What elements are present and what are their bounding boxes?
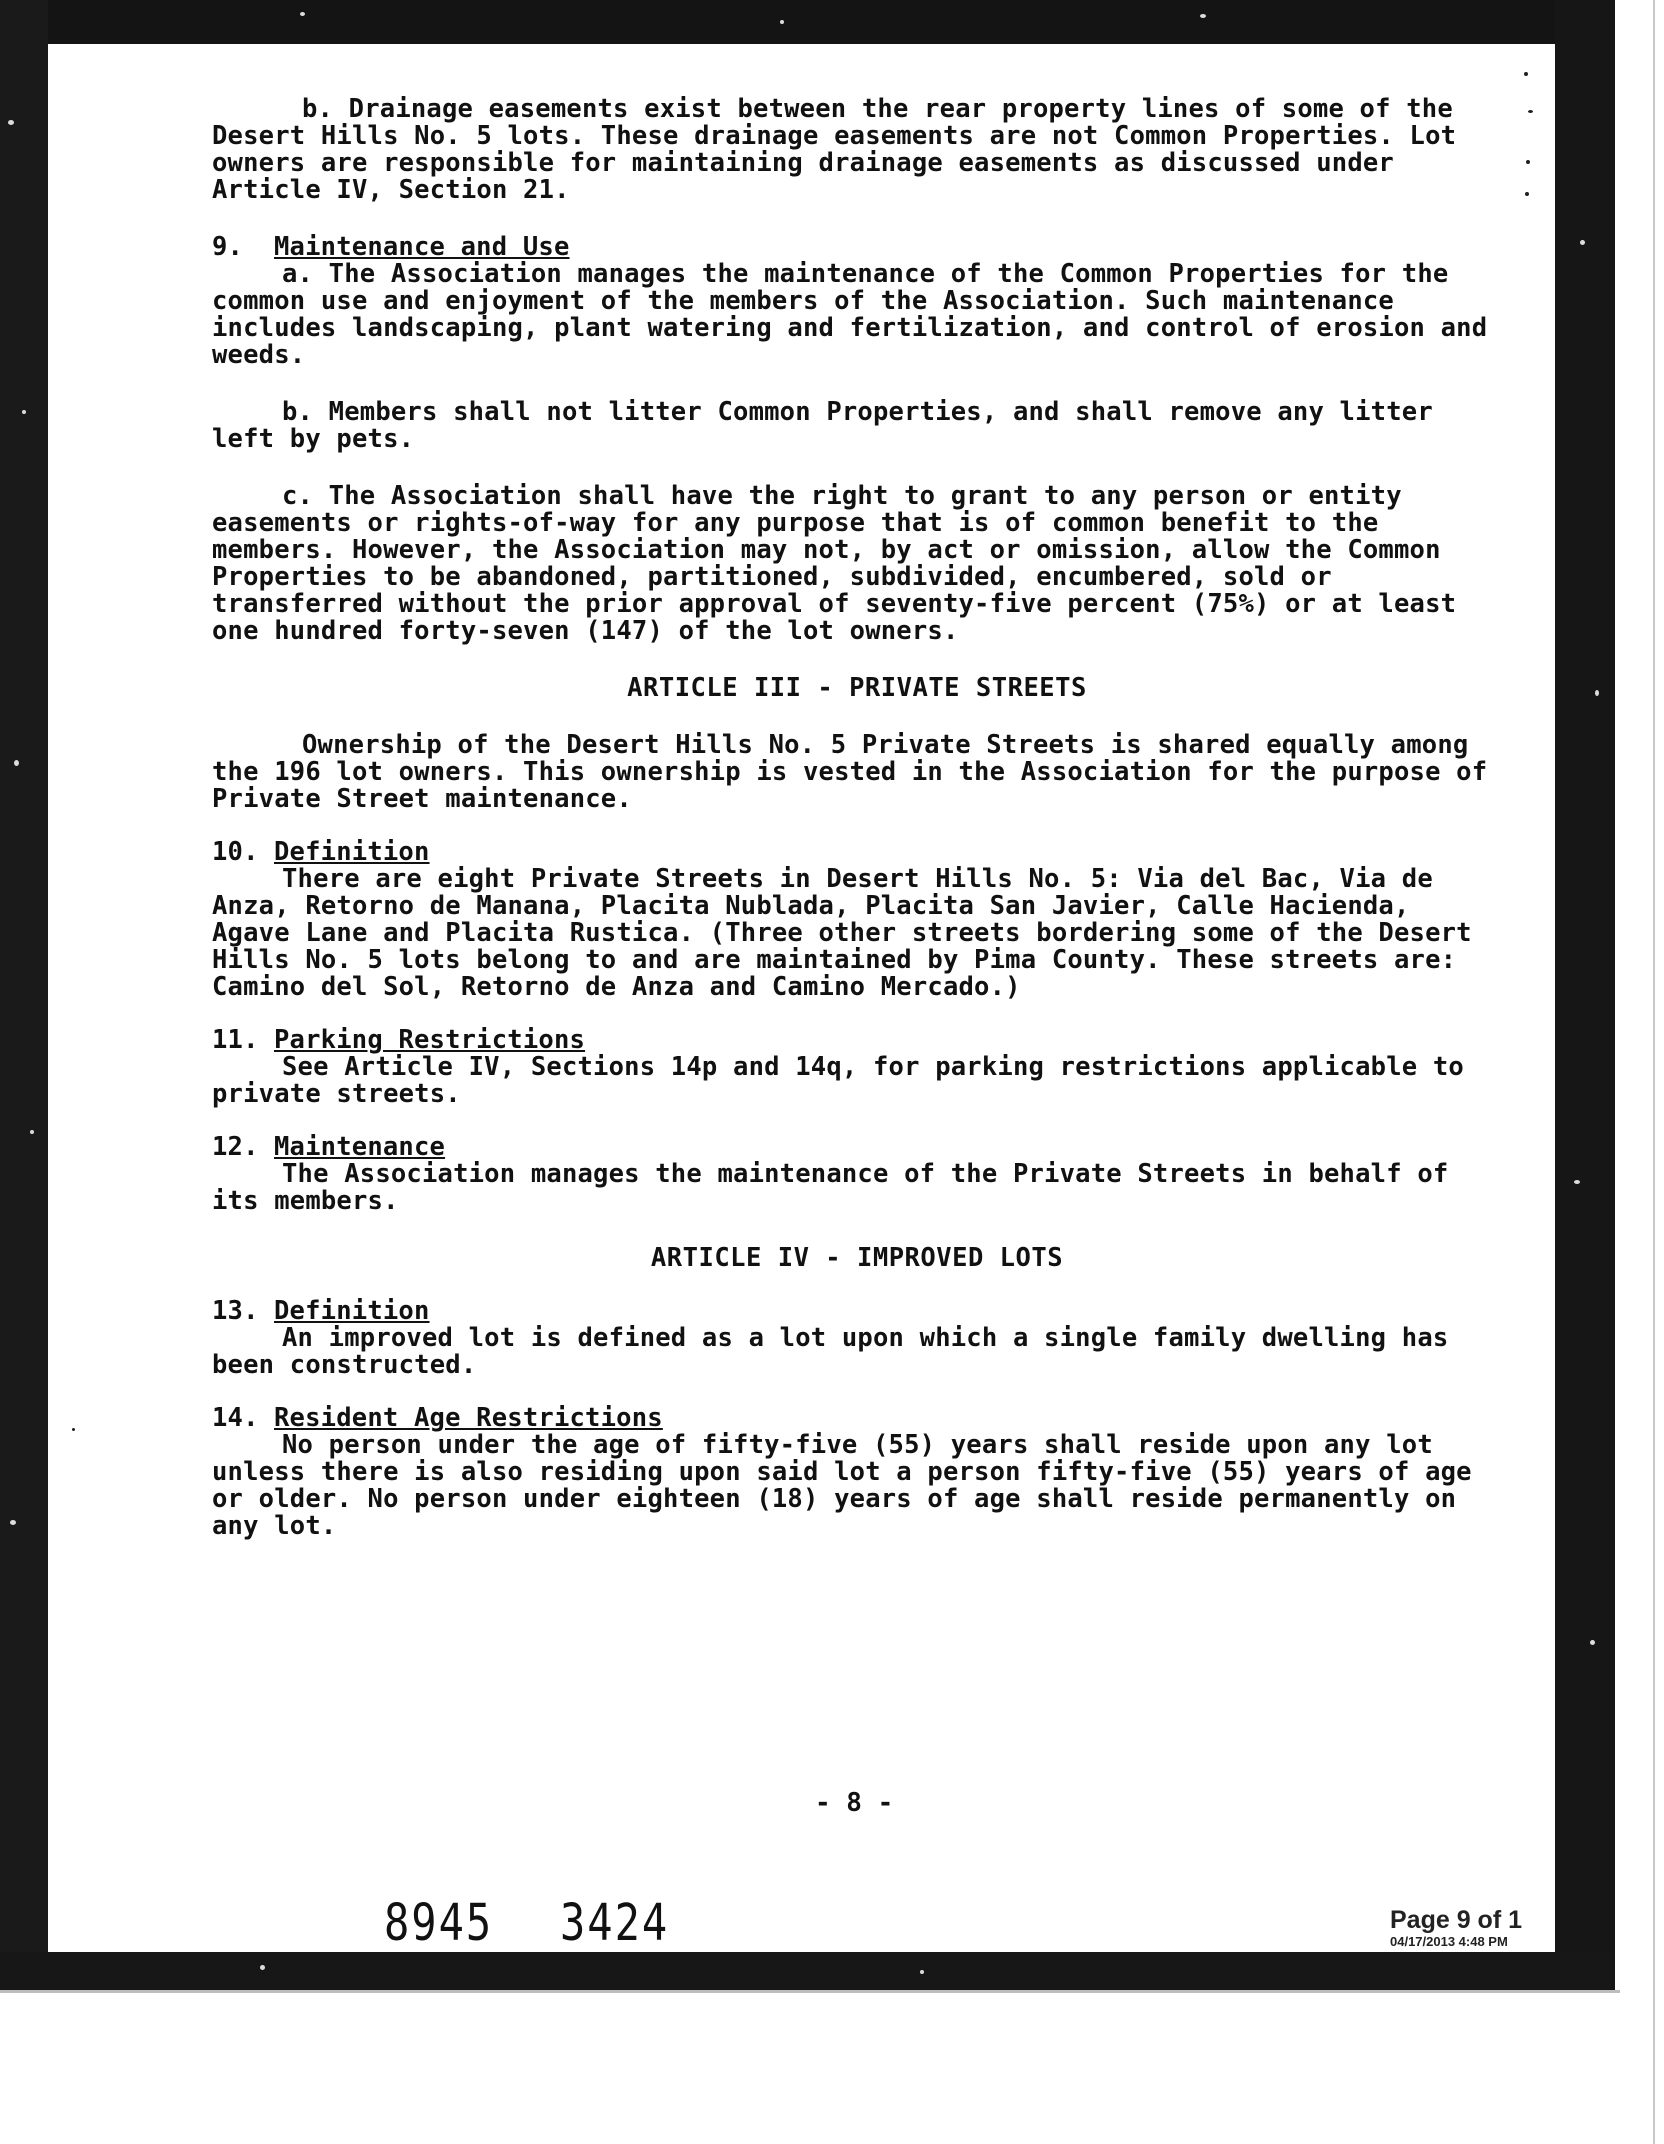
section-9-heading <box>212 234 1502 261</box>
scan-speck <box>1595 690 1599 696</box>
article-iv-title: ARTICLE IV - IMPROVED LOTS <box>650 1243 1064 1273</box>
section-13-heading <box>212 1298 1502 1325</box>
section-title: Maintenance <box>274 1132 446 1162</box>
viewer-page-indicator: Page 9 of 1 <box>1390 1906 1522 1934</box>
viewer-edge-rule <box>1653 0 1655 2144</box>
scan-speck <box>1525 192 1529 196</box>
section-10-heading <box>212 839 1502 866</box>
section-14-heading <box>212 1405 1502 1432</box>
paragraph-9b: b. Members shall not litter Common Properties, and shall remove any litter left by pets. <box>212 397 1433 454</box>
section-title: Resident Age Restrictions <box>274 1403 663 1433</box>
scan-speck <box>1580 240 1585 245</box>
paragraph-8b: b. Drainage easements exist between the rear property lines of some of the Desert Hills No. 5 lots. These drainage easements are not Common Properties. Lot owners are responsible for maintaining drainage easements as discussed under Article IV, Section 21. <box>212 94 1457 205</box>
article-iii-intro: Ownership of the Desert Hills No. 5 Private Streets is shared equally among the 196 lot owners. This ownership is vested in the Association for the purpose of Private Street maintenance. <box>212 730 1488 814</box>
section-title: Definition <box>274 837 430 867</box>
scan-border-bottom <box>0 1952 1612 1992</box>
section-number: 14. <box>212 1403 259 1433</box>
scan-speck <box>10 1520 16 1525</box>
section-title: Definition <box>274 1296 430 1326</box>
scan-speck <box>22 410 26 414</box>
section-title: Maintenance and Use <box>274 232 570 262</box>
paragraph-9a: a. The Association manages the maintenance of the Common Properties for the common use and enjoyment of the members of the Association. Such maintenance includes landscaping, plant watering and fertilization, and control of erosion and weeds. <box>212 259 1488 370</box>
document-body <box>212 96 1502 1540</box>
section-12-heading <box>212 1134 1502 1161</box>
scan-border-left <box>0 0 48 1990</box>
section-14-body: No person under the age of fifty-five (55) years shall reside upon any lot unless there is also residing upon said lot a person fifty-five (55) years of age or older. No person under eighteen (18) years of age shall reside permanently on any lot. <box>212 1430 1472 1541</box>
page-number: - 8 - <box>815 1788 894 1818</box>
section-number: 9. <box>212 232 244 262</box>
scan-speck <box>72 1428 75 1431</box>
scan-speck <box>1526 160 1530 164</box>
scan-speck <box>780 20 784 24</box>
section-number: 10. <box>212 837 259 867</box>
scan-border-top <box>0 0 1612 44</box>
scan-speck <box>300 12 305 16</box>
section-number: 13. <box>212 1296 259 1326</box>
section-11-body: See Article IV, Sections 14p and 14q, for parking restrictions applicable to private streets. <box>212 1052 1464 1109</box>
scan-border-right <box>1555 0 1615 1990</box>
section-number: 12. <box>212 1132 259 1162</box>
section-11-heading <box>212 1027 1502 1054</box>
section-number: 11. <box>212 1025 259 1055</box>
section-12-body: The Association manages the maintenance of the Private Streets in behalf of its members. <box>212 1159 1449 1216</box>
scan-speck <box>920 1970 924 1974</box>
scan-speck <box>260 1965 265 1970</box>
recording-book-number: 8945 <box>384 1893 494 1952</box>
section-13-body: An improved lot is defined as a lot upon which a single family dwelling has been constructed. <box>212 1323 1449 1380</box>
article-iii-title: ARTICLE III - PRIVATE STREETS <box>627 673 1087 703</box>
scan-speck <box>30 1130 34 1134</box>
recording-page-number: 3424 <box>560 1893 670 1952</box>
scan-speck <box>14 760 19 766</box>
viewer-timestamp: 04/17/2013 4:48 PM <box>1390 1934 1508 1949</box>
scan-speck <box>1574 1180 1580 1184</box>
section-title: Parking Restrictions <box>274 1025 586 1055</box>
viewer-bottom-rule <box>0 1990 1620 1993</box>
scan-speck <box>1200 14 1206 18</box>
section-10-body: There are eight Private Streets in Desert Hills No. 5: Via del Bac, Via de Anza, Retorno de Manana, Placita Nublada, Placita San Javier, Calle Hacienda, Agave Lane and Placita Rustica. (Three other streets bordering some of the Desert Hills No. 5 lots belong to and are maintained by Pima County. These streets are: Camino del Sol, Retorno de Anza and Camino Mercado.) <box>212 864 1472 1002</box>
scan-speck <box>1524 72 1528 76</box>
scan-speck <box>1528 110 1533 113</box>
scan-speck <box>8 120 14 125</box>
paragraph-9c: c. The Association shall have the right to grant to any person or entity easements or rights-of-way for any purpose that is of common benefit to the members. However, the Association may not, by act or omission, allow the Common Properties to be abandoned, partitioned, subdivided, encumbered, sold or transferred without the prior approval of seventy-five percent (75%) or at least one hundred forty-seven (147) of the lot owners. <box>212 481 1457 646</box>
scan-speck <box>1590 1640 1595 1645</box>
